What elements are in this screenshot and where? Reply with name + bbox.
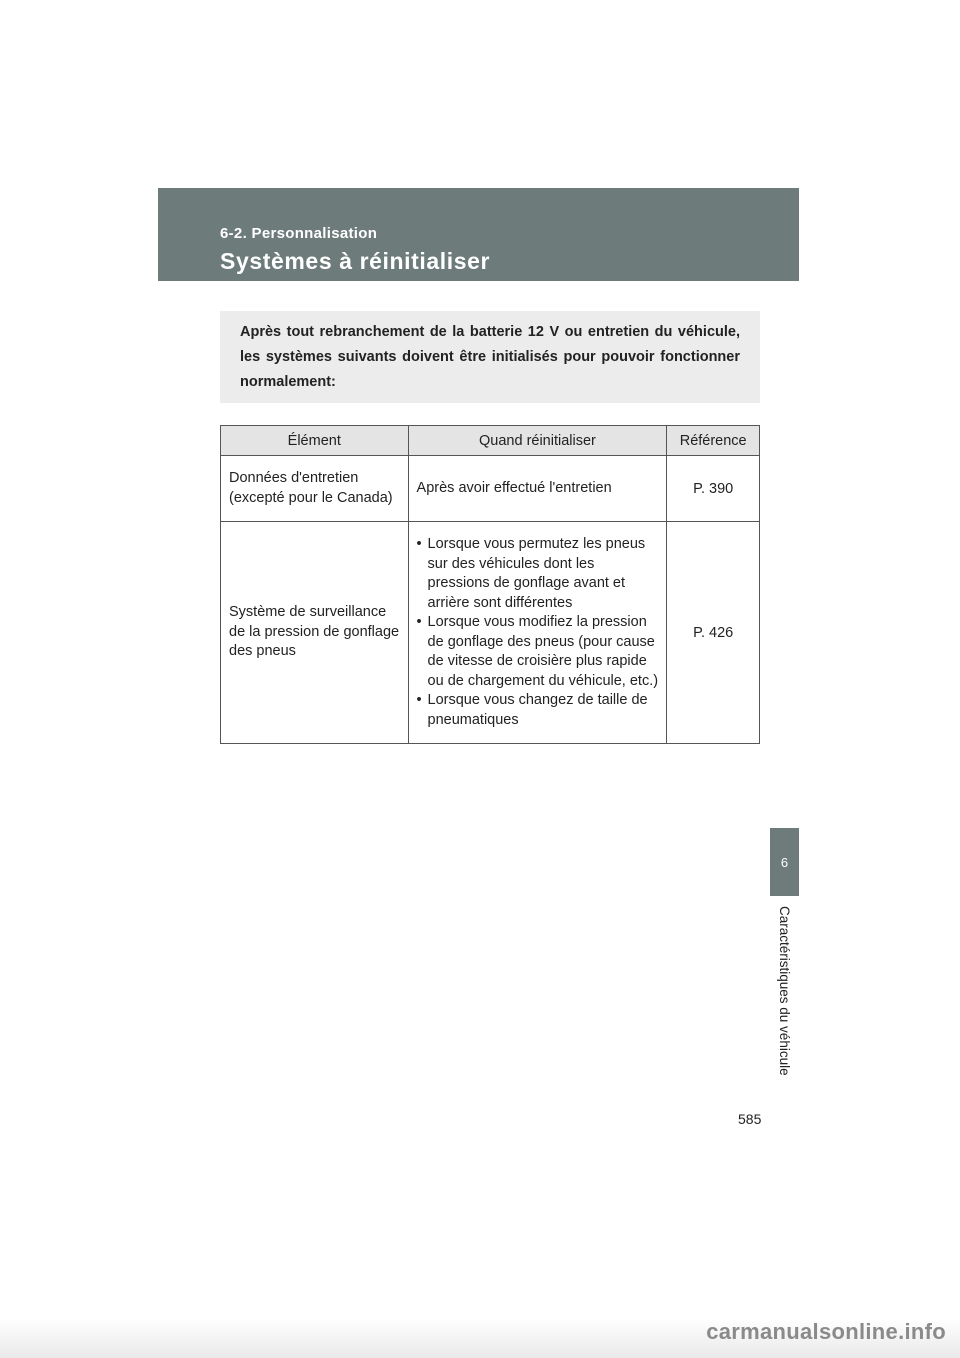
watermark-bar — [0, 1318, 960, 1358]
when-cell: Après avoir effectué l'entretien — [408, 456, 667, 522]
chapter-tab: 6 — [770, 828, 799, 896]
intro-text: Après tout rebranchement de la batterie 12 V ou entretien du véhicule, les systèmes suivants doivent être initialisés pour pouvoir fonctionner normalement: — [240, 324, 740, 390]
item-cell: Données d'entretien (excepté pour le Canada) — [221, 456, 409, 522]
page-title: Systèmes à réinitialiser — [220, 248, 491, 274]
reference-cell: P. 390 — [667, 456, 760, 522]
bullet-item: • Lorsque vous modifiez la pression de gonflage des pneus (pour cause de vitesse de croisière plus rapide ou de chargement du véhicule, etc.) — [417, 613, 659, 691]
table-header-row — [221, 426, 760, 456]
chapter-label: Caractéristiques du véhicule — [777, 906, 792, 1076]
when-cell — [408, 522, 667, 744]
page-header — [158, 188, 799, 281]
when-bullet-list — [417, 535, 659, 730]
column-header-when: Quand réinitialiser — [408, 426, 667, 456]
column-header-reference: Référence — [667, 426, 760, 456]
table-row — [221, 456, 760, 522]
section-label: 6-2. Personnalisation — [220, 225, 378, 242]
table-row — [221, 522, 760, 744]
column-header-item: Élément — [221, 426, 409, 456]
bullet-item: • Lorsque vous permutez les pneus sur des véhicules dont les pressions de gonflage avant et arrière sont différentes — [417, 535, 659, 613]
watermark-text: carmanualsonline.info — [706, 1319, 946, 1344]
page-number: 585 — [738, 1111, 762, 1127]
reference-cell: P. 426 — [667, 522, 760, 744]
item-cell: Système de surveillance de la pression de gonflage des pneus — [221, 522, 409, 744]
intro-box — [220, 311, 760, 403]
reset-systems-table — [220, 425, 760, 744]
bullet-item: • Lorsque vous changez de taille de pneumatiques — [417, 691, 659, 730]
